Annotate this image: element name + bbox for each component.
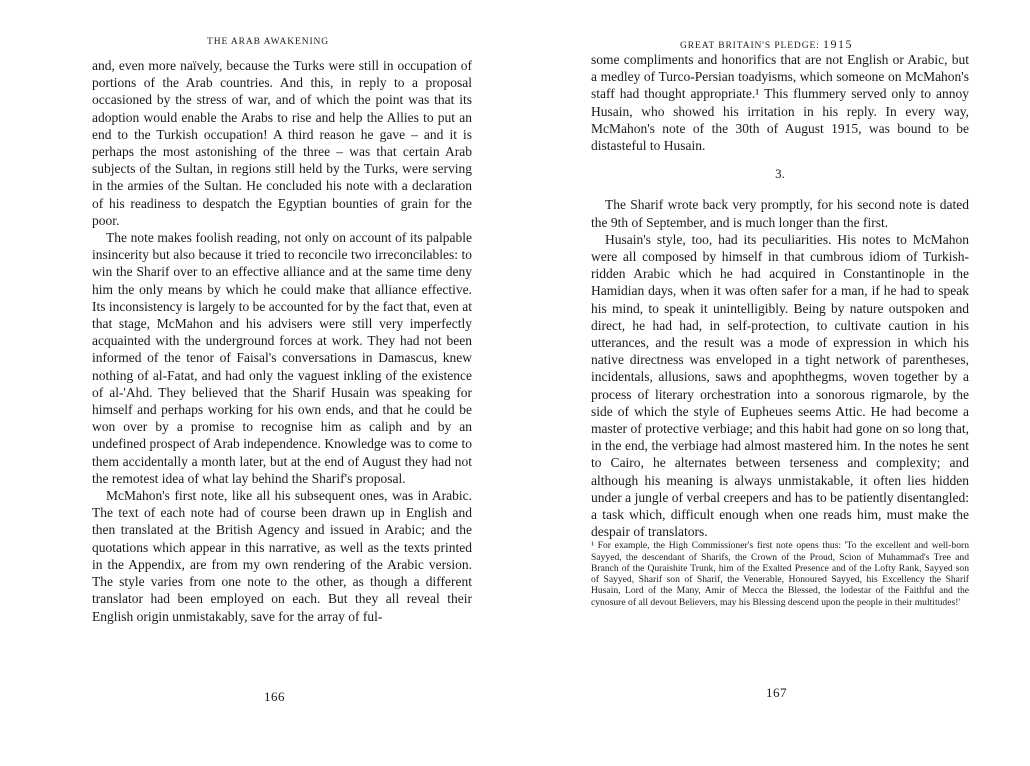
paragraph: The note makes foolish reading, not only on account of its palpable insincerity but also because it tried to reconcile two irreconcilables: to win the Sharif over to an effective alliance and at the same time deny him the only means by which he could make that alliance effective. Its inconsistency is largely to be accounted for by the fact that, even at that stage, McMahon and his advisers were still very imperfectly acquainted with the underground forces at work. They had not been informed of the tenor of Faisal's conversations in Damascus, knew nothing of al-Fatat, and had only the vaguest inkling of the existence of al-'Ahd. They believed that the Sharif Husain was speaking for himself and perhaps working for his own ends, and that he could be won over by a promise to recognise him as caliph and by an undefined prospect of Arab independence. Knowledge was to come to them accidentally a month later, but at the end of August they had not the remotest idea of what lay behind the Sharif's proposal.	[92, 230, 472, 486]
page-number-left: 166	[264, 689, 285, 704]
paragraph: Husain's style, too, had its peculiarities. His notes to McMahon were all composed by himself in that cumbrous idiom of Turkish-ridden Arabic which he had acquired in Constantinople in the Hamidian days, when it was often safer for a man, if he had to speak his mind, to speak it unintelligibly. Being by nature outspoken and direct, he had had, in self-protection, to cultivate caution in his utterances, and the result was a mode of expression in which his native directness was enveloped in a tight network of parentheses, incidentals, allusions, saws and apophthegms, woven together by a process of literary orchestration into a sonorous rigmarole, by the side of which the style of Eupheues seems Attic. He had become a master of protective verbiage; and this habit had gone on so long that, in the end, the verbiage had almost mastered him. In the notes he sent to Cairo, he alternates between terseness and complexity; and although his meaning is always unmistakable, it often lies hidden under a jungle of verbal creepers and has to be patiently disentangled: a task which, difficult enough when one reads him, must make the despair of translators.	[591, 231, 969, 540]
section-number: 3.	[775, 166, 785, 182]
paragraph: The Sharif wrote back very promptly, for his second note is dated the 9th of September, and is much longer than the first.	[591, 197, 969, 230]
left-page-body	[92, 57, 472, 625]
right-page-body	[591, 51, 969, 608]
running-head-right	[680, 37, 853, 52]
page-number-right: 167	[766, 685, 787, 700]
paragraph: and, even more naïvely, because the Turks were still in occupation of portions of the Arab countries. And this, in reply to a proposal occasioned by the stress of war, and of which the point was that its adoption would enable the Arabs to rise and help the Allies to put an end to the Turkish occupation! A third reason he gave – and it is perhaps the most astonishing of the three – was that certain Arab subjects of the Sultan, in regions still held by the Turks, were serving in the armies of the Sultan. He concluded his note with a declaration of his readiness to despatch the Egyptian bounties of grain for the poor.	[92, 58, 472, 228]
paragraph: some compliments and honorifics that are not English or Arabic, but a medley of Turco-Persian toadyisms, which someone on McMahon's staff had thought appropriate.¹ This flummery served only to annoy Husain, who showed his irritation in his reply. In every way, McMahon's note of the 30th of August 1915, was bound to be distasteful to Husain.	[591, 52, 969, 154]
footnote: ¹ For example, the High Commissioner's first note opens thus: 'To the excellent and well-born Sayyed, the descendant of Sharifs, the Crown of the Proud, Scion of Muhammad's Tree and Branch of the Quraishite Trunk, him of the Exalted Presence and of the Lofty Rank, Sayyed son of Sayyed, Sharif son of Sharif, the Venerable, Honoured Sayyed, his Excellency the Sharif Husain, Lord of the Many, Amir of Mecca the Blessed, the lodestar of the Faithful and the cynosure of all devout Believers, may his Blessing descend upon the people in their multitudes!'	[591, 540, 969, 608]
running-head-year: 1915	[822, 37, 853, 51]
running-head-left: THE ARAB AWAKENING	[207, 37, 330, 47]
running-head-title: GREAT BRITAIN'S PLEDGE:	[680, 41, 820, 51]
paragraph: McMahon's first note, like all his subsequent ones, was in Arabic. The text of each note had of course been drawn up in English and then translated at the British Agency and issued in Arabic; and the quotations which appear in this narrative, as well as the texts printed in the Appendix, are from my own rendering of the Arabic version. The style varies from one note to the other, as though a different translator had been employed on each. But they all reveal their English origin unmistakably, save for the array of ful-	[92, 488, 472, 624]
